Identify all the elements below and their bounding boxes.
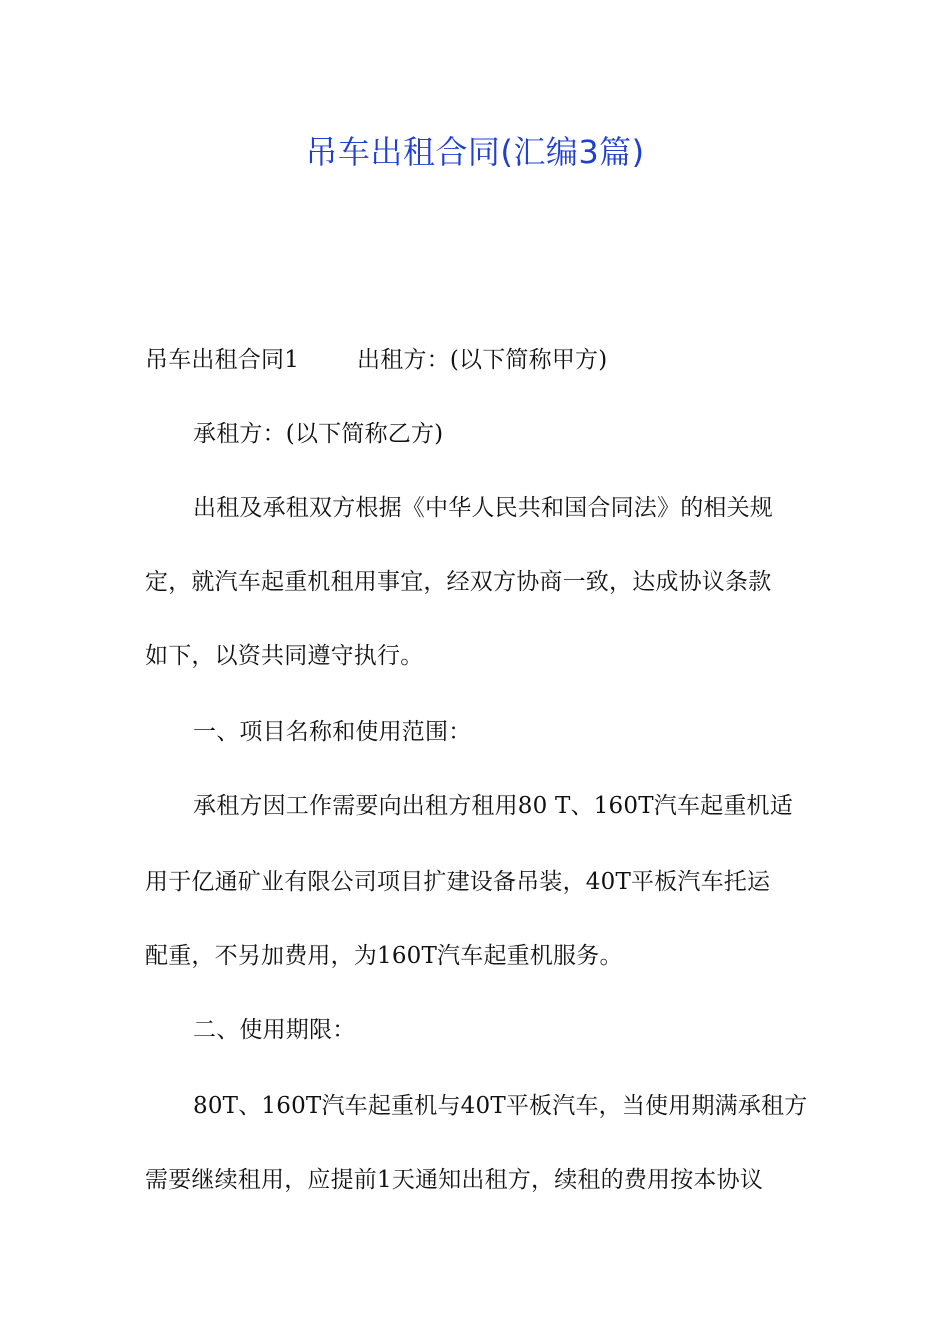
paragraph-line: 如下，以资共同遵守执行。 xyxy=(145,643,424,669)
contract-number-label: 吊车出租合同1 xyxy=(145,347,300,373)
paragraph-line: 承租方因工作需要向出租方租用80 T、160T汽车起重机适 xyxy=(193,793,793,819)
paragraph-line: 配重，不另加费用，为160T汽车起重机服务。 xyxy=(145,943,623,969)
contract-heading-line xyxy=(145,342,607,378)
paragraph-line: 用于亿通矿业有限公司项目扩建设备吊装，40T平板汽车托运 xyxy=(145,869,771,895)
section-heading: 一、项目名称和使用范围： xyxy=(193,719,472,745)
document-title: 吊车出租合同(汇编3篇) xyxy=(305,133,645,171)
paragraph-line: 需要继续租用，应提前1天通知出租方，续租的费用按本协议 xyxy=(145,1167,764,1193)
paragraph-line: 80T、160T汽车起重机与40T平板汽车，当使用期满承租方 xyxy=(193,1093,808,1119)
lessor-label: 出租方：(以下简称甲方) xyxy=(357,347,608,373)
lessee-line: 承租方：(以下简称乙方) xyxy=(193,421,444,447)
paragraph-line: 出租及承租双方根据《中华人民共和国合同法》的相关规 xyxy=(193,495,773,521)
section-heading: 二、使用期限： xyxy=(193,1017,356,1043)
paragraph-line: 定，就汽车起重机租用事宜，经双方协商一致，达成协议条款 xyxy=(145,569,772,595)
